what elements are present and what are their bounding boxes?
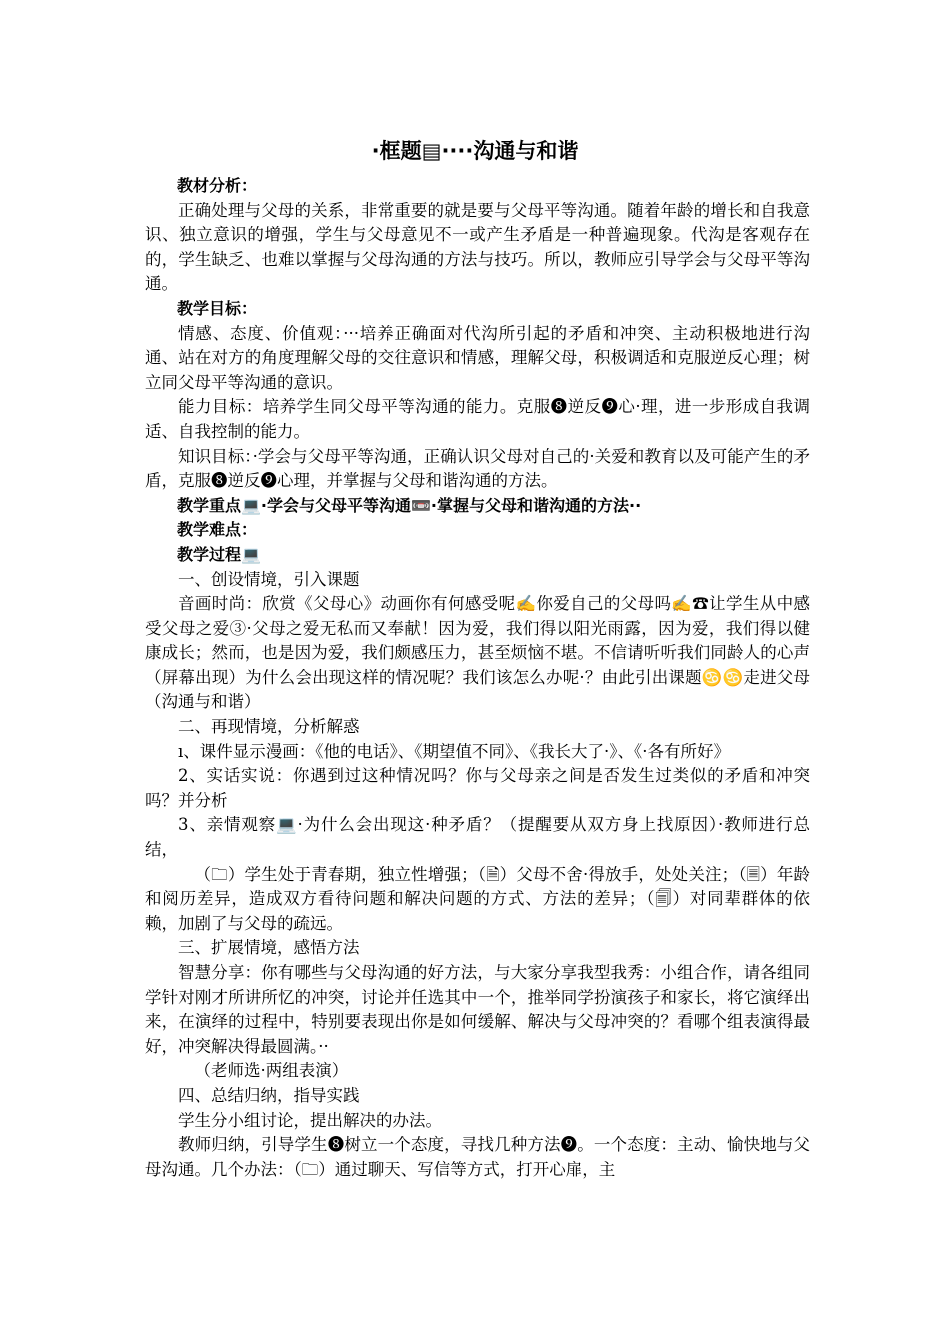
paragraph-step-one-body: 音画时尚：欣赏《父母心》动画你有何感受呢✍你爱自己的父母吗✍☎让学生从中感受父母之爱③·父母之爱无私而又奉献！因为爱，我们得以阳光雨露，因为爱，我们得以健康成长；然而，也是因为爱，我们颇感压力，甚至烦恼不堪。不信请听听我们同龄人的心声（屏幕出现）为什么会出现这样的情况呢？我们该怎么办呢·？由此引出课题♋♋走进父母（沟通与和谐） <box>145 594 810 712</box>
paragraph-step-two-summary: （🗀）学生处于青春期，独立性增强；（🗎）父母不舍·得放手，处处关注；（🗏）年龄和阅历差异，造成双方看待问题和解决问题的方式、方法的差异；（🗐）对同辈群体的依赖，加剧了与父母的疏远。 <box>145 864 810 933</box>
paragraph-analysis: 正确处理与父母的关系，非常重要的就是要与父母平等沟通。随着年龄的增长和自我意识、独立意识的增强，学生与父母意见不一或产生矛盾是一种普遍现象。代沟是客观存在的，学生缺乏、也难以掌握与父母沟通的方法与技巧。所以，教师应引导学会与父母平等沟通。 <box>145 200 810 294</box>
section-heading-process: 教学过程💻 <box>177 544 261 564</box>
paragraph-goal-knowledge: 知识目标：·学会与父母平等沟通，正确认识父母对自己的·关爱和教育以及可能产生的矛盾，克服❽逆反❾心理，并掌握与父母和谐沟通的方法。 <box>145 446 810 491</box>
paragraph-step-two-item-3: 3、亲情观察💻·为什么会出现这·种矛盾？（提醒要从双方身上找原因）·教师进行总结， <box>145 815 810 860</box>
section-heading-analysis: 教材分析： <box>177 176 258 195</box>
section-heading-keypoints: 教学重点💻·学会与父母平等沟通📼·掌握与父母和谐沟通的方法·· <box>177 495 642 515</box>
paragraph-step-three-title: 三、扩展情境，感悟方法 <box>178 938 360 958</box>
document-body <box>145 174 810 1182</box>
section-heading-difficulties: 教学难点： <box>177 520 258 540</box>
paragraph-step-two-item-2: 2、实话实说：你遇到过这种情况吗？你与父母亲之间是否发生过类似的矛盾和冲突吗？并分析 <box>145 766 810 810</box>
document-title: ·框题▤····沟通与和谐 <box>371 139 579 163</box>
paragraph-step-four-title: 四、总结归纳，指导实践 <box>178 1085 360 1105</box>
paragraph-goal-ability: 能力目标：培养学生同父母平等沟通的能力。克服❽逆反❾心·理，进一步形成自我调适、自我控制的能力。 <box>145 397 810 441</box>
paragraph-step-two-title: 二、再现情境，分析解惑 <box>178 717 360 737</box>
paragraph-step-four-body: 学生分小组讨论，提出解决的办法。 <box>178 1110 442 1130</box>
section-heading-goals: 教学目标： <box>177 298 258 318</box>
paragraph-step-one-title: 一、创设情境，引入课题 <box>178 569 360 589</box>
paragraph-step-four-conclusion: 教师归纳，引导学生❽树立一个态度，寻找几种方法❾。一个态度：主动、愉快地与父母沟通。几个办法：（🗀）通过聊天、写信等方式，打开心扉，主 <box>145 1135 810 1179</box>
paragraph-goal-emotion: 情感、态度、价值观：···培养正确面对代沟所引起的矛盾和冲突、主动积极地进行沟通、站在对方的角度理解父母的交往意识和情感，理解父母，积极调适和克服逆反心理；树立同父母平等沟通的意识。 <box>145 323 810 392</box>
paragraph-step-two-item-1: ı、课件显示漫画：《他的电话》、《期望值不同》、《我长大了·》、《·各有所好》 <box>178 741 731 761</box>
paragraph-step-three-body: 智慧分享：你有哪些与父母沟通的好方法，与大家分享我型我秀：小组合作，请各组同学针对刚才所讲所忆的冲突，讨论并任选其中一个，推举同学扮演孩子和家长，将它演绎出来，在演绎的过程中，特别要表现出你是如何缓解、解决与父母冲突的？看哪个组表演得最好，冲突解决得最圆满。·· <box>145 963 810 1056</box>
paragraph-step-three-note: （老师选·两组表演） <box>194 1061 349 1081</box>
